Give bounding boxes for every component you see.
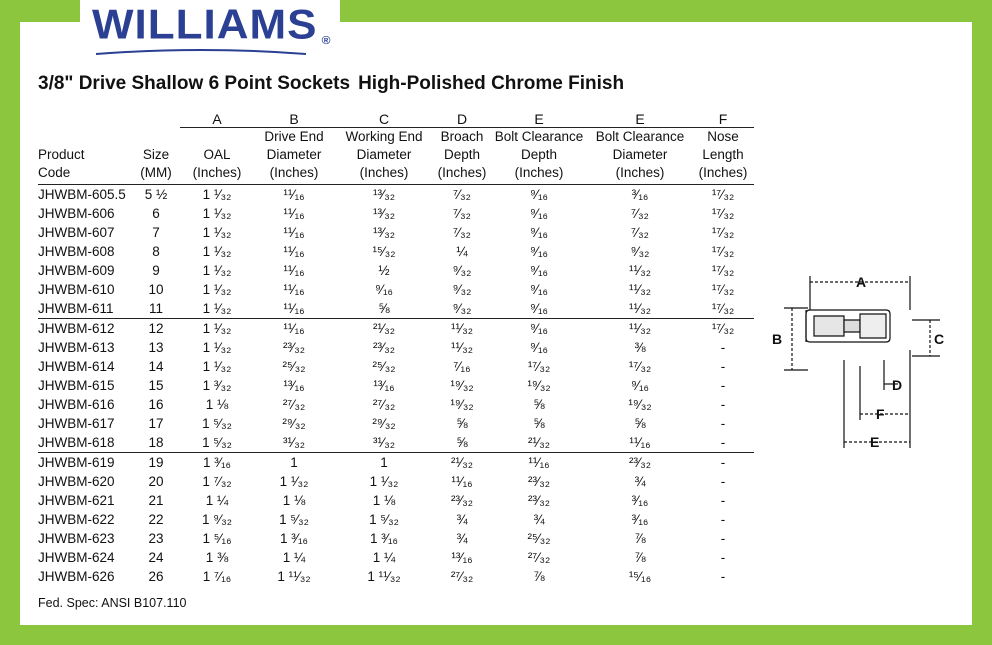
column-header-line: Diameter [612,147,668,162]
spec-value-cell: ¹⁷⁄₃₂ [711,263,735,278]
spec-value-cell: 1 ¼ [372,550,396,565]
column-header [692,128,754,185]
spec-value-cell: - [720,550,726,565]
spec-value-cell: ¹³⁄₁₆ [373,378,395,393]
column-header-line: Depth [520,147,558,162]
spec-value-cell: ¹¹⁄₃₂ [629,263,651,278]
spec-value-cell: 1 ⅛ [282,493,306,508]
spec-value-cell: 8 [152,244,160,259]
product-code-cell: JHWBM-612 [38,319,132,339]
spec-value-cell: ¹⁷⁄₃₂ [711,301,735,316]
column-letter: D [434,111,490,128]
product-code-cell: JHWBM-611 [38,301,114,316]
spec-value-cell: 1 ⁵⁄₃₂ [369,512,399,527]
column-header [38,128,132,185]
spec-value-cell: 1 ¼ [205,493,229,508]
spec-value-cell: 1 ¹⁄₃₂ [202,225,232,240]
column-header-line: Broach [440,129,484,144]
column-letter [38,111,132,128]
spec-value-cell: 1 ³⁄₁₆ [279,531,308,546]
spec-value-cell: ¹¹⁄₃₂ [434,319,490,339]
spec-value-cell: ¹¹⁄₁₆ [283,206,305,221]
spec-value-cell: 1 ¹⁄₃₂ [202,301,232,316]
diagram-label-c: C [934,331,945,347]
spec-value-cell: ⁹⁄₁₆ [529,187,549,202]
spec-value-cell: ¹⁷⁄₃₂ [711,244,735,259]
fed-spec-note: Fed. Spec: ANSI B107.110 [38,596,187,610]
product-code-cell: JHWBM-617 [38,416,115,431]
column-letter: C [334,111,434,128]
product-code-cell: JHWBM-622 [38,512,115,527]
column-header-line: Diameter [266,147,322,162]
diagram-label-f: F [876,406,885,422]
spec-value-cell: ¹¹⁄₁₆ [283,301,305,316]
product-code-cell: JHWBM-614 [38,359,115,374]
spec-value-cell: 24 [148,550,164,565]
spec-value-cell: 1 ⁵⁄₁₆ [202,531,232,546]
column-header-line: Bolt Clearance [595,129,685,144]
column-header-line: Code [38,165,71,180]
spec-value-cell: ¹¹⁄₁₆ [283,244,305,259]
table-row [38,414,754,433]
column-header-row [38,128,754,185]
column-header-line: Nose [707,129,739,144]
product-code-cell: JHWBM-620 [38,474,115,489]
product-code-cell: JHWBM-616 [38,397,115,412]
spec-value-cell: 13 [148,340,164,355]
spec-value-cell: ¹⁵⁄₃₂ [372,244,396,259]
spec-value-cell: 1 ³⁄₁₆ [180,453,254,473]
spec-value-cell: - [720,531,726,546]
column-letter [132,111,180,128]
column-header-line: Depth [443,147,481,162]
spec-value-cell: 1 ³⁄₃₂ [202,378,232,393]
spec-value-cell: 1 ⁹⁄₃₂ [201,512,233,527]
column-header [334,128,434,185]
spec-value-cell: ¹¹⁄₁₆ [283,225,305,240]
spec-value-cell: ¹¹⁄₁₆ [629,435,651,450]
table-row [38,280,754,299]
column-header [490,128,588,185]
spec-value-cell: ²¹⁄₃₂ [434,453,490,473]
spec-value-cell: ²⁵⁄₃₂ [527,531,551,546]
spec-value-cell: ⅞ [533,569,545,584]
product-code-cell: JHWBM-626 [38,569,115,584]
column-letter: B [254,111,334,128]
spec-value-cell: ¹⁷⁄₃₂ [711,187,735,202]
spec-value-cell: ²³⁄₃₂ [373,340,395,355]
spec-value-cell: ⁷⁄₁₆ [453,359,471,374]
column-header [434,128,490,185]
spec-value-cell: ¹³⁄₃₂ [373,206,395,221]
table-row [38,319,754,339]
spec-value-cell: 1 ¹⁄₃₂ [202,187,232,202]
spec-value-cell: 22 [148,512,164,527]
column-header [180,128,254,185]
title-main: 3/8" Drive Shallow 6 Point Sockets [38,73,351,94]
spec-value-cell: 1 ⁵⁄₃₂ [202,435,232,450]
spec-value-cell: ¹⁷⁄₃₂ [628,359,652,374]
column-letter-row [38,111,754,128]
spec-value-cell: 11 [148,301,163,316]
spec-value-cell: ⅝ [456,435,468,450]
spec-value-cell: ¹³⁄₁₆ [283,378,305,393]
table-row [38,223,754,242]
spec-value-cell: ¹¹⁄₃₂ [451,340,473,355]
spec-value-cell: - [720,416,726,431]
spec-value-cell: ⁹⁄₁₆ [529,263,549,278]
spec-value-cell: ¹¹⁄₁₆ [283,187,305,202]
spec-value-cell: - [720,435,726,450]
spec-value-cell: ²³⁄₃₂ [528,474,550,489]
spec-value-cell: ¹⁷⁄₃₂ [711,206,735,221]
spec-value-cell: 7 [152,225,160,240]
spec-value-cell: 1 ¹⁄₃₂ [180,319,254,339]
column-letter: A [180,111,254,128]
column-header-line: Product [38,147,85,162]
brand-name: WILLIAMS [92,1,318,48]
spec-value-cell: - [720,493,726,508]
spec-value-cell: ⅜ [634,340,646,355]
table-row [38,242,754,261]
column-header-line: Diameter [356,147,412,162]
spec-value-cell: ²⁷⁄₃₂ [450,569,474,584]
column-header [588,128,692,185]
spec-value-cell: ¾ [456,512,468,527]
spec-value-cell: ⁹⁄₃₂ [452,301,472,316]
spec-value-cell: ⁹⁄₁₆ [529,225,549,240]
product-code-cell: JHWBM-621 [38,493,115,508]
spec-value-cell: ¹¹⁄₁₆ [451,474,473,489]
spec-value-cell: 1 ⅛ [205,397,229,412]
table-row [38,299,754,319]
spec-value-cell: 23 [148,531,164,546]
spec-value-cell: ¹¹⁄₃₂ [629,301,651,316]
spec-value-cell: ²⁷⁄₃₂ [527,550,551,565]
spec-value-cell: 1 ¹⁄₃₂ [202,340,232,355]
column-header-line: (Inches) [615,165,665,180]
spec-value-cell: ⁷⁄₃₂ [631,206,649,221]
spec-value-cell: ⅝ [634,416,646,431]
spec-value-cell: ⅝ [533,416,545,431]
spec-value-cell: ²¹⁄₃₂ [334,319,434,339]
table-row [38,453,754,473]
spec-value-cell: ¹⁹⁄₃₂ [527,378,551,393]
spec-value-cell: ²⁵⁄₃₂ [282,359,306,374]
column-header [254,128,334,185]
spec-value-cell: ¹¹⁄₁₆ [490,453,588,473]
spec-value-cell: ¹¹⁄₁₆ [283,282,305,297]
title-finish: High-Polished Chrome Finish [358,73,625,94]
diagram-label-d: D [892,377,903,393]
column-header [132,128,180,185]
spec-value-cell: 1 ⅜ [205,550,229,565]
spec-value-cell: ²³⁄₃₂ [528,493,550,508]
spec-value-cell: - [720,397,726,412]
column-header-line: (Inches) [514,165,564,180]
spec-value-cell: ¹³⁄₃₂ [373,187,395,202]
spec-value-cell: ²³⁄₃₂ [283,340,305,355]
spec-value-cell: ⁹⁄₃₂ [452,282,472,297]
table-row [38,261,754,280]
product-code-cell: JHWBM-605.5 [38,187,126,202]
spec-value-cell: ³⁄₁₆ [631,512,649,527]
spec-value-cell: ½ [378,263,390,278]
spec-value-cell: ¹¹⁄₃₂ [588,319,692,339]
table-row [38,338,754,357]
spec-value-cell: ¹⁵⁄₁₆ [628,569,652,584]
column-header-line: (Inches) [359,165,409,180]
column-header-line: Working End [345,129,423,144]
spec-value-cell: ¾ [533,512,545,527]
column-header-line: (MM) [140,165,172,180]
spec-value-cell: ¹³⁄₃₂ [373,225,395,240]
spec-value-cell: ¹³⁄₁₆ [451,550,473,565]
spec-value-cell: ⁹⁄₃₂ [630,244,650,259]
diagram-label-b: B [772,331,783,347]
spec-value-cell: - [720,359,726,374]
table-row [38,548,754,567]
spec-value-cell: 1 [254,453,334,473]
spec-value-cell: 1 [334,453,434,473]
socket-dimension-diagram [764,270,974,470]
spec-value-cell: ³⁄₁₆ [631,493,649,508]
spec-value-cell: ¹⁷⁄₃₂ [711,282,735,297]
product-code-cell: JHWBM-608 [38,244,115,259]
product-code-cell: JHWBM-615 [38,378,115,393]
table-row [38,510,754,529]
table-row [38,491,754,510]
diagram-label-e: E [870,434,880,450]
table-row [38,376,754,395]
spec-value-cell: ⁷⁄₃₂ [453,225,471,240]
spec-value-cell: 1 ⁵⁄₃₂ [279,512,309,527]
spec-value-cell: 12 [132,319,180,339]
spec-value-cell: ¹⁷⁄₃₂ [711,225,735,240]
spec-value-cell: 1 ³⁄₁₆ [369,531,398,546]
spec-value-cell: - [720,340,726,355]
spec-value-cell: - [720,378,726,393]
spec-value-cell: ²⁵⁄₃₂ [372,359,396,374]
spec-value-cell: 17 [148,416,164,431]
spec-value-cell: 26 [148,569,164,584]
spec-value-cell: ¹⁷⁄₃₂ [527,359,551,374]
spec-value-cell: ²¹⁄₃₂ [528,435,550,450]
product-code-cell: JHWBM-613 [38,340,115,355]
spec-value-cell: 1 ¹¹⁄₃₂ [367,569,401,584]
spec-value-cell: 1 ⅛ [372,493,396,508]
column-letter: E [490,111,588,128]
product-code-cell: JHWBM-624 [38,550,115,565]
spec-value-cell: ¼ [456,244,468,259]
spec-value-cell: ⁹⁄₁₆ [529,301,549,316]
spec-value-cell: 16 [148,397,164,412]
spec-value-cell: ³¹⁄₃₂ [373,435,395,450]
spec-value-cell: ⅝ [456,416,468,431]
spec-value-cell: ⁷⁄₃₂ [453,187,471,202]
column-letter: F [692,111,754,128]
spec-value-cell: 1 ¹⁄₃₂ [202,244,232,259]
spec-value-cell: 1 ⁵⁄₃₂ [202,416,232,431]
column-header-line: (Inches) [437,165,487,180]
product-code-cell: JHWBM-623 [38,531,115,546]
spec-value-cell: ³⁄₁₆ [631,187,649,202]
spec-value-cell: 15 [148,378,164,393]
column-header-line: Drive End [264,129,324,144]
spec-value-cell: ⁹⁄₃₂ [452,263,472,278]
spec-value-cell: ⁷⁄₃₂ [631,225,649,240]
spec-value-cell: ⁹⁄₁₆ [490,319,588,339]
product-code-cell: JHWBM-610 [38,282,115,297]
column-header-line: (Inches) [698,165,748,180]
page-title [38,73,624,95]
spec-value-cell: 6 [152,206,160,221]
spec-value-cell: 1 ¼ [282,550,306,565]
spec-value-cell: ³¹⁄₃₂ [283,435,305,450]
product-code-cell: JHWBM-618 [38,435,115,450]
column-header-line: Length [702,147,744,162]
spec-value-cell: 1 ⁷⁄₃₂ [202,474,232,489]
table-row [38,185,754,205]
spec-value-cell: ¹⁹⁄₃₂ [450,397,474,412]
table-row [38,357,754,376]
column-header-line: (Inches) [269,165,319,180]
diagram-label-a: A [856,274,867,290]
spec-value-cell: 5 ½ [144,187,168,202]
spec-value-cell: 14 [148,359,164,374]
logo-swoosh-icon [96,48,306,58]
spec-value-cell: ⅞ [634,531,646,546]
spec-value-cell: 21 [148,493,164,508]
spec-value-cell: ²⁹⁄₃₂ [282,416,306,431]
spec-value-cell: ⁷⁄₃₂ [453,206,471,221]
spec-value-cell: ⁹⁄₁₆ [374,282,394,297]
registered-mark: ® [321,33,332,47]
spec-value-cell: ²³⁄₃₂ [588,453,692,473]
spec-value-cell: ⁹⁄₁₆ [529,244,549,259]
product-code-cell: JHWBM-609 [38,263,115,278]
spec-value-cell: 1 ¹⁄₃₂ [202,263,232,278]
product-code-cell: JHWBM-607 [38,225,115,240]
spec-value-cell: - [720,474,726,489]
spec-value-cell: ¹⁹⁄₃₂ [628,397,652,412]
spec-value-cell: ²⁷⁄₃₂ [282,397,306,412]
spec-value-cell: 1 ¹⁄₃₂ [202,359,232,374]
spec-value-cell: ⅝ [533,397,545,412]
spec-value-cell: 20 [148,474,164,489]
spec-value-cell: 1 ¹⁄₃₂ [279,474,309,489]
spec-value-cell: ²⁷⁄₃₂ [372,397,396,412]
spec-value-cell: 1 ¹⁄₃₂ [202,282,232,297]
spec-value-cell: ²⁹⁄₃₂ [372,416,396,431]
column-header-line: (Inches) [192,165,242,180]
table-row [38,472,754,491]
spec-value-cell: - [692,453,754,473]
spec-value-cell: ¹¹⁄₁₆ [283,263,305,278]
table-row [38,204,754,223]
spec-value-cell: ⅞ [634,550,646,565]
table-row [38,529,754,548]
spec-value-cell: ¹⁹⁄₃₂ [450,378,474,393]
spec-value-cell: 9 [152,263,160,278]
column-header-line: Size [142,147,170,162]
spec-value-cell: - [720,569,726,584]
column-letter: E [588,111,692,128]
spec-value-cell: ¹¹⁄₁₆ [254,319,334,339]
spec-value-cell: 1 ⁷⁄₁₆ [202,569,232,584]
spec-value-cell: ¹⁷⁄₃₂ [692,319,754,339]
spec-value-cell: ²³⁄₃₂ [451,493,473,508]
spec-value-cell: ⁹⁄₁₆ [529,340,549,355]
spec-value-cell: ¹¹⁄₃₂ [629,282,651,297]
williams-logo [92,1,332,49]
product-code-cell: JHWBM-619 [38,453,132,473]
spec-value-cell: 19 [132,453,180,473]
table-row [38,567,754,586]
spec-value-cell: 10 [148,282,164,297]
spec-value-cell: ⁹⁄₁₆ [529,282,549,297]
spec-value-cell: ⁹⁄₁₆ [630,378,650,393]
spec-value-cell: ⁹⁄₁₆ [529,206,549,221]
spec-value-cell: ⅝ [378,301,390,316]
spec-value-cell: 1 ¹⁄₃₂ [202,206,232,221]
spec-value-cell: 18 [148,435,164,450]
table-row [38,433,754,453]
spec-value-cell: ¾ [634,474,646,489]
spec-value-cell: 1 ¹⁄₃₂ [369,474,399,489]
column-header-line: Bolt Clearance [494,129,584,144]
column-header-line: OAL [203,147,231,162]
spec-value-cell: - [720,512,726,527]
product-code-cell: JHWBM-606 [38,206,115,221]
socket-spec-table [38,111,754,586]
table-row [38,395,754,414]
spec-value-cell: ¾ [456,531,468,546]
spec-value-cell: 1 ¹¹⁄₃₂ [277,569,311,584]
